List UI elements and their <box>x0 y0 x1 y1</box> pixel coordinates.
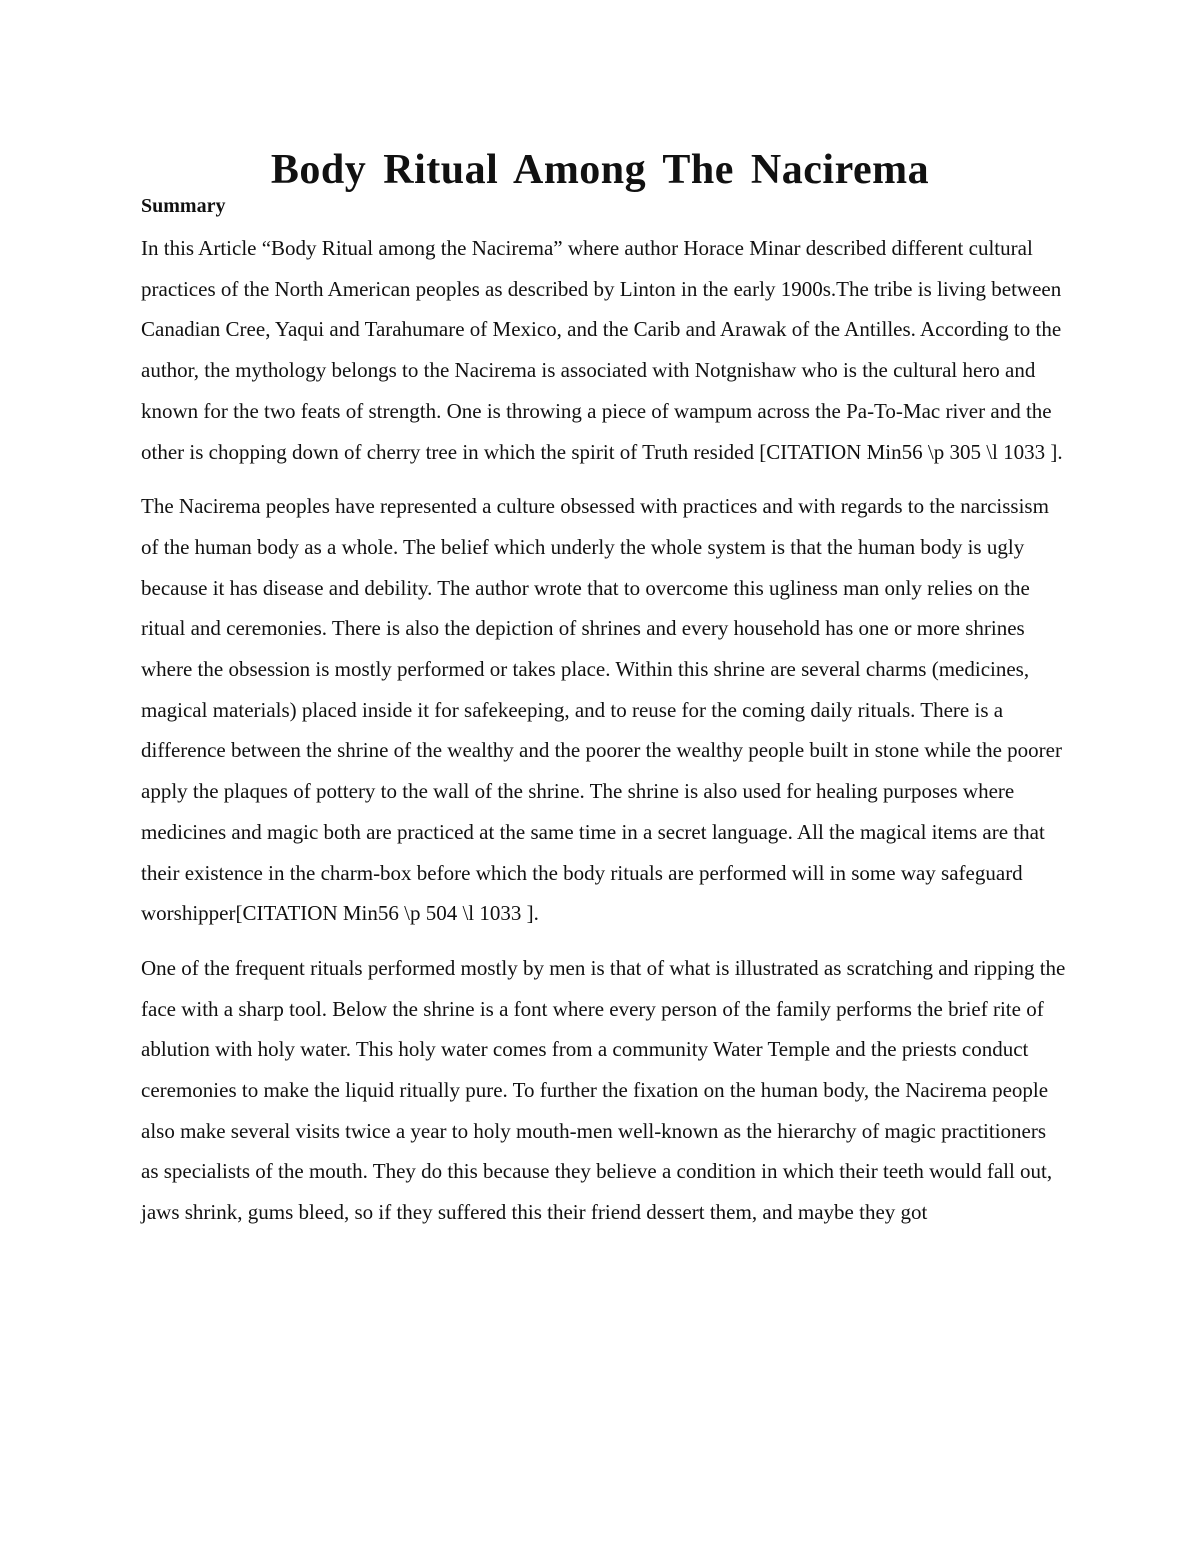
section-heading-summary: Summary <box>141 195 226 217</box>
document-title: Body Ritual Among The Nacirema <box>270 147 930 193</box>
paragraph-3: One of the frequent rituals performed mostly by men is that of what is illustrated as scratching and ripping the face with a sharp tool. Below the shrine is a font where every person of the family performs the brief rite of ablution with holy water. This holy water comes from a community Water Temple and the priests conduct ceremonies to make the liquid ritually pure. To further the fixation on the human body, the Nacirema people also make several visits twice a year to holy mouth-men well-known as the hierarchy of magic practitioners as specialists of the mouth. They do this because they believe a condition in which their teeth would fall out, jaws shrink, gums bleed, so if they suffered this their friend dessert them, and maybe they got <box>141 955 1066 1225</box>
paragraph-1: In this Article “Body Ritual among the Nacirema” where author Horace Minar described different cultural practices of the North American peoples as described by Linton in the early 1900s.The tribe is living between Canadian Cree, Yaqui and Tarahumare of Mexico, and the Carib and Arawak of the Antilles. According to the author, the mythology belongs to the Nacirema is associated with Notgnishaw who is the cultural hero and known for the two feats of strength. One is throwing a piece of wampum across the Pa-To-Mac river and the other is chopping down of cherry tree in which the spirit of Truth resided [CITATION Min56 \p 305 \l 1033 ]. <box>141 236 1063 464</box>
document-body <box>141 192 1066 1247</box>
paragraph-2: The Nacirema peoples have represented a culture obsessed with practices and with regards to the narcissism of the human body as a whole. The belief which underly the whole system is that the human body is ugly because it has disease and debility. The author wrote that to overcome this ugliness man only relies on the ritual and ceremonies. There is also the depiction of shrines and every household has one or more shrines where the obsession is mostly performed or takes place. Within this shrine are several charms (medicines, magical materials) placed inside it for safekeeping, and to reuse for the coming daily rituals. There is a difference between the shrine of the wealthy and the poorer the wealthy people built in stone while the poorer apply the plaques of pottery to the wall of the shrine. The shrine is also used for healing purposes where medicines and magic both are practiced at the same time in a secret language. All the magical items are that their existence in the charm-box before which the body rituals are performed will in some way safeguard worshipper[CITATION Min56 \p 504 \l 1033 ]. <box>141 494 1062 926</box>
